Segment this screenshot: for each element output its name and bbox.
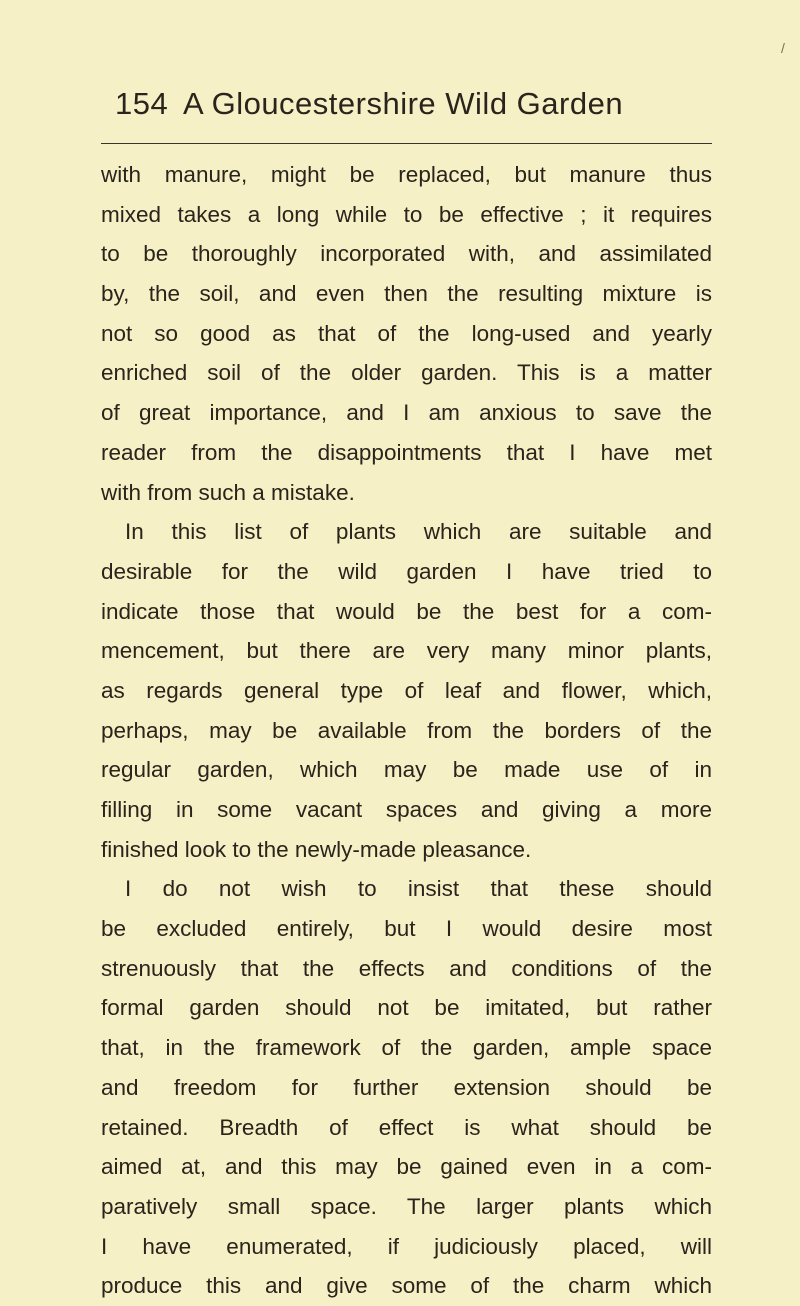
running-title: A Gloucestershire Wild Garden	[183, 86, 624, 121]
text-line: filling in some vacant spaces and giving a more	[101, 797, 712, 822]
text-line: aimed at, and this may be gained even in a com-	[101, 1154, 712, 1180]
text-line: mixed takes a long while to be effective ; it requires	[101, 201, 712, 227]
text-line: to be thoroughly incorporated with, and assimilated	[101, 241, 712, 267]
text-line: In this list of plants which are suitable and	[125, 519, 712, 545]
text-line: perhaps, may be available from the borders of the	[101, 717, 712, 743]
text-line: with from such a mistake.	[101, 479, 355, 505]
text-line: indicate those that would be the best for a com-	[101, 598, 712, 624]
text-line: strenuously that the effects and conditions of the	[101, 955, 712, 981]
text-line: reader from the disappointments that I have met	[101, 439, 712, 465]
text-line: formal garden should not be imitated, but rather	[101, 995, 712, 1021]
text-line: desirable for the wild garden I have tried to	[101, 558, 712, 584]
text-line: be excluded entirely, but I would desire most	[101, 916, 712, 942]
text-line: by, the soil, and even then the resulting mixture is	[101, 281, 712, 307]
text-line: that, in the framework of the garden, ample space	[101, 1035, 712, 1061]
text-line: paratively small space. The larger plants which	[101, 1193, 712, 1219]
text-line: I do not wish to insist that these should	[125, 876, 712, 902]
text-line: not so good as that of the long-used and yearly	[101, 320, 712, 346]
text-line: retained. Breadth of effect is what should be	[101, 1114, 712, 1140]
text-line: finished look to the newly-made pleasance.	[101, 836, 532, 862]
body-text	[101, 155, 712, 1306]
text-line: as regards general type of leaf and flower, which,	[101, 677, 712, 703]
text-line: produce this and give some of the charm which	[101, 1273, 712, 1299]
text-line: mencement, but there are very many minor plants,	[101, 638, 712, 664]
text-line: with manure, might be replaced, but manure thus	[101, 162, 712, 187]
text-line: regular garden, which may be made use of in	[101, 757, 712, 783]
text-line: enriched soil of the older garden. This is a matter	[101, 360, 712, 386]
margin-mark: /	[781, 40, 785, 56]
header-rule	[101, 143, 712, 144]
text-line: of great importance, and I am anxious to save the	[101, 400, 712, 426]
page-header	[115, 86, 715, 130]
text-line: I have enumerated, if judiciously placed, will	[101, 1233, 712, 1259]
text-line: and freedom for further extension should be	[101, 1074, 712, 1100]
page-number: 154	[115, 86, 169, 121]
